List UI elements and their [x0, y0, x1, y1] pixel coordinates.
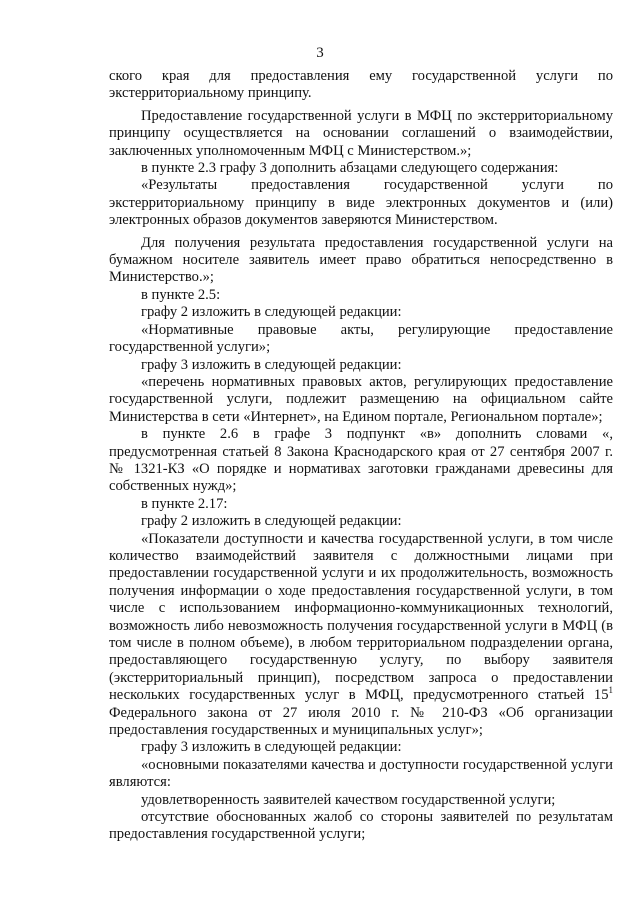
paragraph-11: в пункте 2.6 в графе 3 подпункт «в» дополнить словами «, предусмотренная статьей 8 Закона Краснодарского края от 27 сентября 2007 г. № 1321-КЗ «О порядке и нормативах заготовки гражданами древесины для собственных нужд»; — [109, 426, 613, 495]
paragraph-16: «основными показателями качества и доступности государственной услуги являются: — [109, 756, 613, 791]
paragraph-10: «перечень нормативных правовых актов, регулирующих предоставление государственной услуги, подлежит размещению на официальном сайте Министерства в сети «Интернет», на Едином портале, Региональном портале»; — [109, 373, 613, 425]
paragraph-13: графу 2 изложить в следующей редакции: — [141, 513, 402, 530]
paragraph-6: в пункте 2.5: — [141, 286, 221, 303]
article-superscript: 1 — [608, 685, 613, 696]
paragraph-7: графу 2 изложить в следующей редакции: — [141, 304, 402, 321]
paragraph-14 — [109, 531, 613, 740]
paragraph-3: в пункте 2.3 графу 3 дополнить абзацами следующего содержания: — [141, 160, 559, 177]
paragraph-2: Предоставление государственной услуги в МФЦ по экстерриториальному принципу осуществляется на основании соглашений о взаимодействии, заключенных уполномоченным МФЦ с Министерством.»; — [109, 107, 613, 159]
paragraph-5: Для получения результата предоставления государственной услуги на бумажном носителе заявитель имеет право обратиться непосредственно в Министерство.»; — [109, 234, 613, 286]
document-body — [109, 68, 613, 844]
paragraph-1: ского края для предоставления ему государственной услуги по экстерриториальному принципу. — [109, 68, 613, 102]
paragraph-4: «Результаты предоставления государственной услуги по экстерриториальному принципу в виде электронных документов и (или) электронных образов документов заверяются Министерством. — [109, 177, 613, 229]
paragraph-18: отсутствие обоснованных жалоб со стороны заявителей по результатам предоставления государственной услуги; — [109, 809, 613, 843]
paragraph-17: удовлетворенность заявителей качеством государственной услуги; — [141, 791, 556, 808]
paragraph-12: в пункте 2.17: — [141, 495, 228, 512]
paragraph-8: «Нормативные правовые акты, регулирующие предоставление государственной услуги»; — [109, 321, 613, 356]
paragraph-14-main: «Показатели доступности и качества государственной услуги, в том числе количество взаимодействий заявителя с должностными лицами при предоставлении государственной услуги и их продолжительность, возможность получения информации о ходе предоставления государственной услуги, в том числе с использованием информационно-коммуникационных технологий, возможность либо невозможность получения государственной услуги в МФЦ (в том числе в полном объеме), в любом территориальном подразделении органа, предоставляющего государственную услугу, по выбору заявителя (экстерриториальный принцип), посредством запроса о предоставлении нескольких государственных услуг в МФЦ, предусмотренного статьей 15 — [109, 530, 613, 704]
paragraph-14-tail: Федерального закона от 27 июля 2010 г. № 210-ФЗ «Об организации предоставления государственных и муниципальных услуг»; — [109, 704, 613, 739]
page-number: 3 — [316, 45, 324, 61]
paragraph-15: графу 3 изложить в следующей редакции: — [141, 739, 402, 756]
paragraph-9: графу 3 изложить в следующей редакции: — [141, 356, 402, 373]
